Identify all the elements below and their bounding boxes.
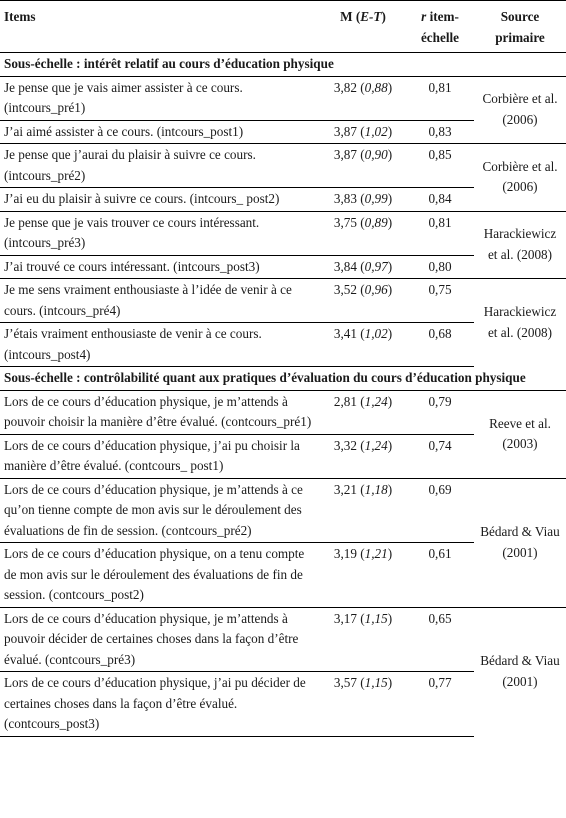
mean-value: 2,81	[333, 393, 357, 409]
table-header-row	[0, 1, 566, 53]
item-r: 0,75	[406, 279, 474, 323]
sd-value: 0,88	[364, 79, 388, 95]
mean-value: 3,41	[333, 326, 357, 341]
sd-value: 1,24	[364, 393, 388, 409]
sd-value: 0,90	[364, 147, 388, 162]
item-text: Lors de ce cours d’éducation physique, je m’attends à pouvoir décider de certaines choses dans la façon d’être évalué. (contcours_pré3)	[0, 607, 320, 672]
sd-value: 1,02	[364, 123, 388, 139]
mean-value: 3,21	[333, 481, 357, 497]
header-r-label: item-échelle	[420, 9, 460, 45]
item-mean: 3,52 (0,96)	[320, 279, 406, 323]
item-text: Lors de ce cours d’éducation physique, je m’attends à pouvoir choisir la manière d’être évalué. (contcours_pré1)	[4, 393, 312, 429]
item-text: J’ai eu du plaisir à suivre ce cours. (intcours_ post2)	[0, 188, 320, 212]
header-mean-suffix: )	[381, 9, 386, 24]
header-source: Source primaire	[474, 1, 566, 53]
item-r: 0,81	[406, 211, 474, 255]
source-cell: Corbière et al. (2006)	[474, 144, 566, 212]
mean-value: 3,19	[333, 546, 357, 561]
item-text: Lors de ce cours d’éducation physique, on a tenu compte de mon avis sur le déroulement des évaluations de fin de session. (contcours_post2)	[0, 543, 320, 608]
item-r: 0,69	[406, 478, 474, 543]
subscale-row	[0, 53, 566, 77]
item-r: 0,68	[406, 323, 474, 367]
sd-value: 0,89	[364, 214, 388, 230]
item-mean: 3,17 (1,15)	[320, 607, 406, 672]
item-r: 0,65	[406, 607, 474, 672]
item-r: 0,83	[406, 120, 474, 144]
mean-value: 3,57	[333, 675, 357, 690]
item-mean: 3,21 (1,18)	[320, 478, 406, 543]
item-mean: 3,57 (1,15)	[320, 672, 406, 737]
item-text: Je me sens vraiment enthousiaste à l’idée de venir à ce cours. (intcours_pré4)	[0, 279, 320, 323]
header-mean-prefix: M (	[340, 9, 361, 24]
item-mean: 2,81 (1,24)	[333, 393, 393, 409]
sd-value: 1,15	[364, 610, 388, 626]
table-row	[0, 211, 566, 255]
item-text: Je pense que je vais trouver ce cours intéressant. (intcours_pré3)	[0, 211, 320, 255]
mean-value: 3,83	[333, 191, 357, 206]
item-text: J’ai trouvé ce cours intéressant. (intcours_post3)	[0, 255, 320, 279]
table-row	[0, 144, 566, 188]
header-r	[406, 1, 474, 53]
sd-value: 0,96	[364, 282, 388, 297]
item-mean: 3,41 (1,02)	[320, 323, 406, 367]
item-text: J’ai aimé assister à ce cours. (intcours_post1)	[0, 120, 320, 144]
sd-value: 0,99	[364, 191, 388, 206]
table-row	[0, 279, 566, 323]
subscale-1-title: Sous-échelle : intérêt relatif au cours d’éducation physique	[0, 53, 566, 77]
item-mean: 3,87 (0,90)	[320, 144, 406, 188]
item-mean: 3,19 (1,21)	[320, 543, 406, 608]
item-mean: 3,83 (0,99)	[320, 188, 406, 212]
sd-value: 1,24	[364, 437, 388, 453]
sd-value: 0,97	[364, 258, 388, 274]
table-row	[0, 607, 566, 672]
item-r: 0,81	[428, 79, 452, 95]
item-r: 0,85	[406, 144, 474, 188]
header-mean-et: E-T	[360, 9, 382, 24]
sd-value: 1,21	[364, 546, 388, 561]
item-r: 0,80	[406, 255, 474, 279]
mean-value: 3,82	[333, 79, 357, 95]
item-mean: 3,84 (0,97)	[320, 255, 406, 279]
item-r: 0,74	[406, 434, 474, 478]
item-mean: 3,32 (1,24)	[320, 434, 406, 478]
mean-value: 3,87	[333, 123, 357, 139]
subscale-row	[0, 367, 566, 391]
item-text: Je pense que j’aurai du plaisir à suivre ce cours. (intcours_pré2)	[0, 144, 320, 188]
item-r: 0,77	[406, 672, 474, 737]
table-row	[0, 76, 566, 120]
header-r-letter: r	[421, 9, 427, 24]
header-mean	[320, 1, 406, 53]
source-cell: Bédard & Viau (2001)	[474, 607, 566, 736]
table-row	[0, 478, 566, 543]
item-text: Lors de ce cours d’éducation physique, j’ai pu décider de certaines choses dans la façon d’être évalué. (contcours_post3)	[0, 672, 320, 737]
mean-value: 3,87	[333, 147, 357, 162]
item-text: Je pense que je vais aimer assister à ce cours. (intcours_pré1)	[4, 79, 243, 115]
mean-value: 3,52	[333, 282, 357, 297]
subscale-2-title: Sous-échelle : contrôlabilité quant aux pratiques d’évaluation du cours d’éducation physique	[0, 367, 566, 391]
mean-value: 3,75	[333, 214, 357, 230]
item-text: Lors de ce cours d’éducation physique, j’ai pu choisir la manière d’être évalué. (contcours_ post1)	[0, 434, 320, 478]
sd-value: 1,02	[364, 326, 388, 341]
mean-value: 3,32	[333, 437, 357, 453]
source-cell: Corbière et al. (2006)	[482, 91, 558, 127]
item-mean: 3,82 (0,88)	[333, 79, 393, 95]
header-items: Items	[0, 1, 320, 53]
mean-value: 3,84	[333, 258, 357, 274]
source-cell: Reeve et al. (2003)	[489, 415, 551, 451]
item-r: 0,79	[428, 393, 452, 409]
item-mean: 3,75 (0,89)	[320, 211, 406, 255]
mean-value: 3,17	[333, 610, 357, 626]
item-text: J’étais vraiment enthousiaste de venir à ce cours. (intcours_post4)	[0, 323, 320, 367]
source-cell: Harackiewicz et al. (2008)	[474, 279, 566, 367]
source-cell: Harackiewicz et al. (2008)	[474, 211, 566, 279]
item-text: Lors de ce cours d’éducation physique, je m’attends à ce qu’on tienne compte de mon avis sur le déroulement des évaluations de fin de session. (contcours_pré2)	[0, 478, 320, 543]
sd-value: 1,15	[364, 675, 388, 690]
sd-value: 1,18	[364, 481, 388, 497]
item-mean: 3,87 (1,02)	[320, 120, 406, 144]
item-r: 0,84	[406, 188, 474, 212]
source-cell: Bédard & Viau (2001)	[474, 478, 566, 607]
table-row	[0, 390, 566, 434]
item-r: 0,61	[406, 543, 474, 608]
